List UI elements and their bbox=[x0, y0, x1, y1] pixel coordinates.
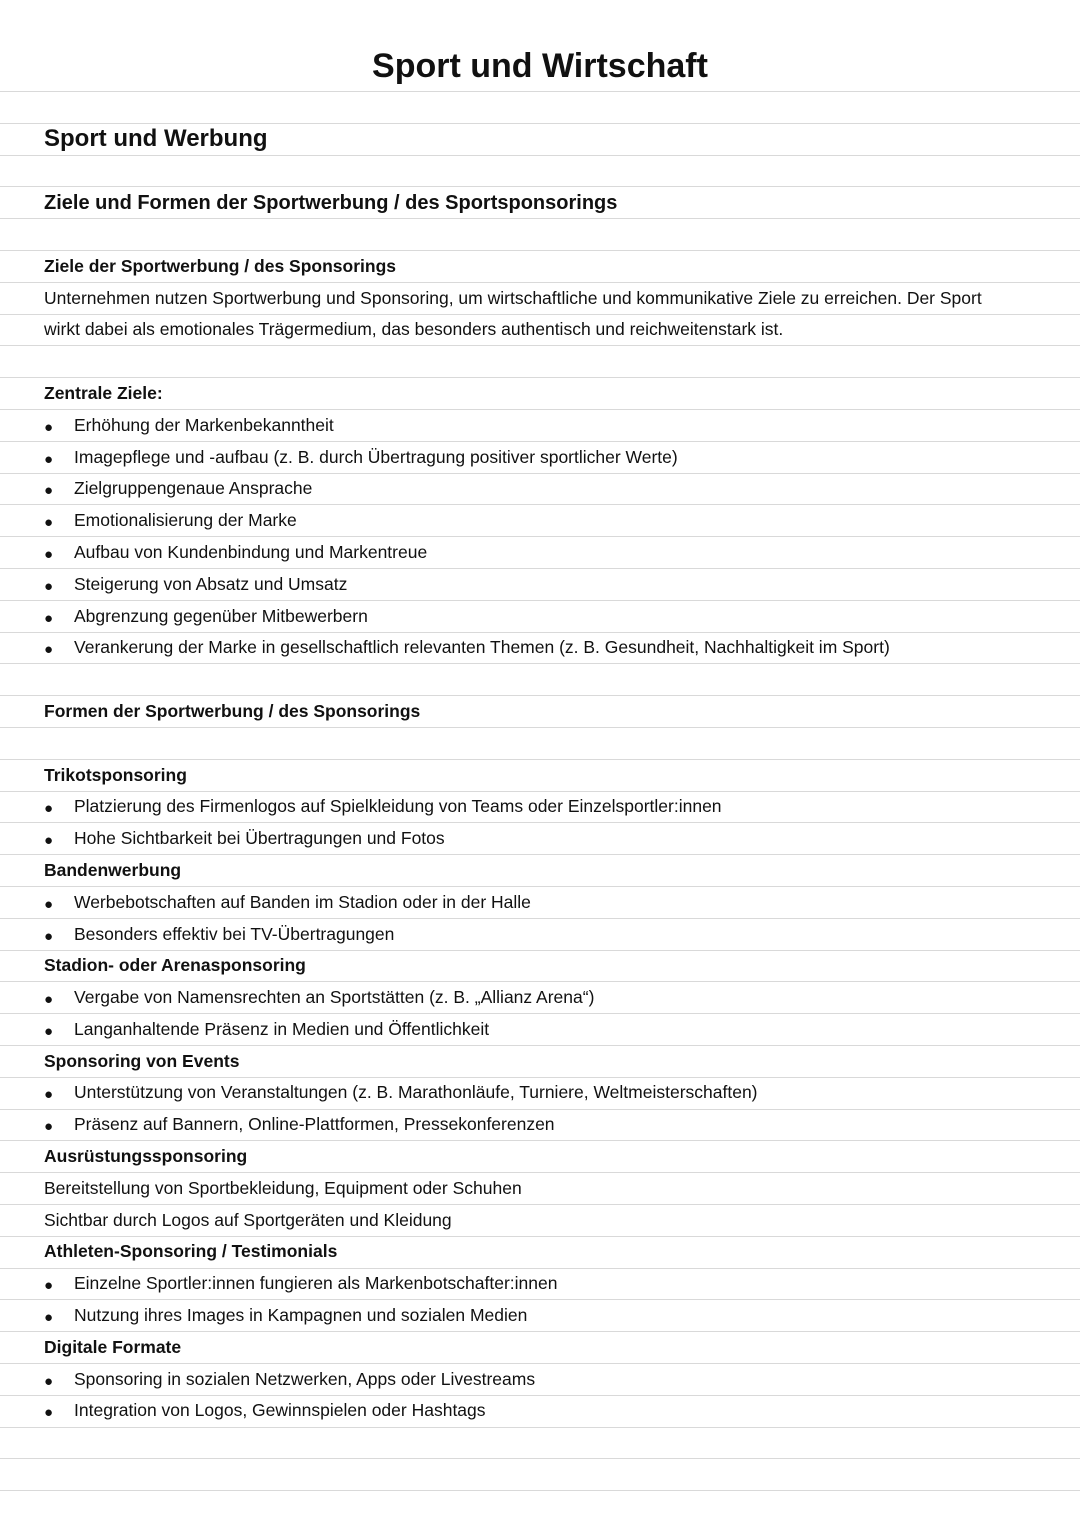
section-heading bbox=[0, 123, 1080, 155]
bullet-icon: ● bbox=[44, 418, 54, 436]
list-item-text: Nutzung ihres Images in Kampagnen und sozialen Medien bbox=[74, 1305, 528, 1326]
blank-line bbox=[0, 155, 1080, 187]
topic-heading bbox=[0, 695, 1080, 727]
list-item bbox=[0, 1363, 1080, 1395]
topic-heading bbox=[0, 950, 1080, 982]
list-item bbox=[0, 1013, 1080, 1045]
blank-line bbox=[0, 218, 1080, 250]
list-item bbox=[0, 568, 1080, 600]
topic-heading bbox=[0, 759, 1080, 791]
rule-line bbox=[0, 1427, 1080, 1428]
list-item-text: Werbebotschaften auf Banden im Stadion oder in der Halle bbox=[74, 891, 531, 912]
topic-heading bbox=[0, 1045, 1080, 1077]
list-item bbox=[0, 1267, 1080, 1299]
bullet-icon: ● bbox=[44, 1372, 54, 1390]
list-item-text: Steigerung von Absatz und Umsatz bbox=[74, 573, 348, 594]
list-item-text: Zielgruppengenaue Ansprache bbox=[74, 478, 313, 499]
rule-line bbox=[0, 1458, 1080, 1459]
list-item-text: Präsenz auf Bannern, Online-Plattformen, Pressekonferenzen bbox=[74, 1114, 555, 1135]
bullet-icon: ● bbox=[44, 800, 54, 818]
paragraph-line-text: Unternehmen nutzen Sportwerbung und Sponsoring, um wirtschaftliche und kommunikative Ziele zu erreichen. Der Sport bbox=[44, 287, 982, 308]
list-item bbox=[0, 791, 1080, 823]
bullet-icon: ● bbox=[44, 450, 54, 468]
list-item-text: Sponsoring in sozialen Netzwerken, Apps oder Livestreams bbox=[74, 1368, 536, 1389]
topic-heading bbox=[0, 1236, 1080, 1268]
blank-line bbox=[0, 345, 1080, 377]
topic-heading bbox=[0, 854, 1080, 886]
bullet-icon: ● bbox=[44, 482, 54, 500]
topic-heading-text: Sponsoring von Events bbox=[44, 1050, 240, 1071]
list-item-text: Langanhaltende Präsenz in Medien und Öffentlichkeit bbox=[74, 1018, 490, 1039]
paragraph-line bbox=[0, 1204, 1080, 1236]
bullet-icon: ● bbox=[44, 641, 54, 659]
bullet-icon: ● bbox=[44, 545, 54, 563]
bullet-icon: ● bbox=[44, 991, 54, 1009]
list-item-text: Aufbau von Kundenbindung und Markentreue bbox=[74, 541, 428, 562]
list-item bbox=[0, 409, 1080, 441]
list-item bbox=[0, 886, 1080, 918]
bullet-icon: ● bbox=[44, 1309, 54, 1327]
list-item bbox=[0, 822, 1080, 854]
subsection-heading-text: Ziele und Formen der Sportwerbung / des Sportsponsorings bbox=[44, 192, 618, 215]
blank-line bbox=[0, 91, 1080, 123]
bullet-icon: ● bbox=[44, 1086, 54, 1104]
list-item-text: Integration von Logos, Gewinnspielen oder Hashtags bbox=[74, 1400, 486, 1421]
list-item bbox=[0, 600, 1080, 632]
topic-heading-text: Ausrüstungssponsoring bbox=[44, 1146, 248, 1167]
topic-heading-text: Trikotsponsoring bbox=[44, 764, 187, 785]
bullet-icon: ● bbox=[44, 927, 54, 945]
blank-line bbox=[0, 663, 1080, 695]
list-item-text: Erhöhung der Markenbekanntheit bbox=[74, 414, 334, 435]
list-item bbox=[0, 1108, 1080, 1140]
document-body bbox=[0, 46, 1080, 1426]
paragraph-line bbox=[0, 1172, 1080, 1204]
bullet-icon: ● bbox=[44, 895, 54, 913]
paragraph-line bbox=[0, 314, 1080, 346]
rule-line bbox=[0, 1490, 1080, 1491]
list-item bbox=[0, 536, 1080, 568]
bullet-icon: ● bbox=[44, 577, 54, 595]
page-title bbox=[0, 46, 1080, 91]
topic-heading bbox=[0, 250, 1080, 282]
topic-heading-text: Zentrale Ziele: bbox=[44, 382, 163, 403]
paragraph-line-text: wirkt dabei als emotionales Trägermedium, das besonders authentisch und reichweitenstark ist. bbox=[44, 319, 784, 340]
list-item bbox=[0, 1395, 1080, 1427]
topic-heading-text: Ziele der Sportwerbung / des Sponsorings bbox=[44, 255, 396, 276]
topic-heading bbox=[0, 1331, 1080, 1363]
list-item-text: Imagepflege und -aufbau (z. B. durch Übertragung positiver sportlicher Werte) bbox=[74, 446, 678, 467]
paragraph-line-text: Sichtbar durch Logos auf Sportgeräten und Kleidung bbox=[44, 1209, 452, 1230]
list-item-text: Platzierung des Firmenlogos auf Spielkleidung von Teams oder Einzelsportler:innen bbox=[74, 796, 722, 817]
bullet-icon: ● bbox=[44, 832, 54, 850]
list-item-text: Hohe Sichtbarkeit bei Übertragungen und Fotos bbox=[74, 828, 445, 849]
list-item-text: Einzelne Sportler:innen fungieren als Markenbotschafter:innen bbox=[74, 1273, 558, 1294]
list-item bbox=[0, 504, 1080, 536]
list-item bbox=[0, 1077, 1080, 1109]
list-item bbox=[0, 632, 1080, 664]
list-item-text: Unterstützung von Veranstaltungen (z. B. Marathonläufe, Turniere, Weltmeisterschaften) bbox=[74, 1082, 758, 1103]
list-item bbox=[0, 1299, 1080, 1331]
paragraph-line bbox=[0, 282, 1080, 314]
section-heading-text: Sport und Werbung bbox=[44, 124, 268, 152]
list-item-text: Vergabe von Namensrechten an Sportstätten (z. B. „Allianz Arena“) bbox=[74, 987, 595, 1008]
bullet-icon: ● bbox=[44, 1404, 54, 1422]
topic-heading-text: Stadion- oder Arenasponsoring bbox=[44, 955, 306, 976]
bullet-icon: ● bbox=[44, 609, 54, 627]
list-item-text: Emotionalisierung der Marke bbox=[74, 510, 297, 531]
list-item-text: Besonders effektiv bei TV-Übertragungen bbox=[74, 923, 395, 944]
list-item-text: Abgrenzung gegenüber Mitbewerbern bbox=[74, 605, 368, 626]
list-item bbox=[0, 981, 1080, 1013]
bullet-icon: ● bbox=[44, 1118, 54, 1136]
topic-heading-text: Formen der Sportwerbung / des Sponsorings bbox=[44, 700, 421, 721]
page-title-text: Sport und Wirtschaft bbox=[372, 46, 708, 85]
topic-heading-text: Digitale Formate bbox=[44, 1336, 182, 1357]
bullet-icon: ● bbox=[44, 514, 54, 532]
topic-heading bbox=[0, 1140, 1080, 1172]
paragraph-line-text: Bereitstellung von Sportbekleidung, Equipment oder Schuhen bbox=[44, 1177, 522, 1198]
subsection-heading bbox=[0, 186, 1080, 218]
list-item bbox=[0, 473, 1080, 505]
topic-heading-text: Bandenwerbung bbox=[44, 859, 182, 880]
list-item bbox=[0, 918, 1080, 950]
bullet-icon: ● bbox=[44, 1022, 54, 1040]
topic-heading-text: Athleten-Sponsoring / Testimonials bbox=[44, 1241, 338, 1262]
list-item-text: Verankerung der Marke in gesellschaftlich relevanten Themen (z. B. Gesundheit, Nachhaltigkeit im Sport) bbox=[74, 637, 890, 658]
topic-heading bbox=[0, 377, 1080, 409]
blank-line bbox=[0, 727, 1080, 759]
bullet-icon: ● bbox=[44, 1277, 54, 1295]
list-item bbox=[0, 441, 1080, 473]
